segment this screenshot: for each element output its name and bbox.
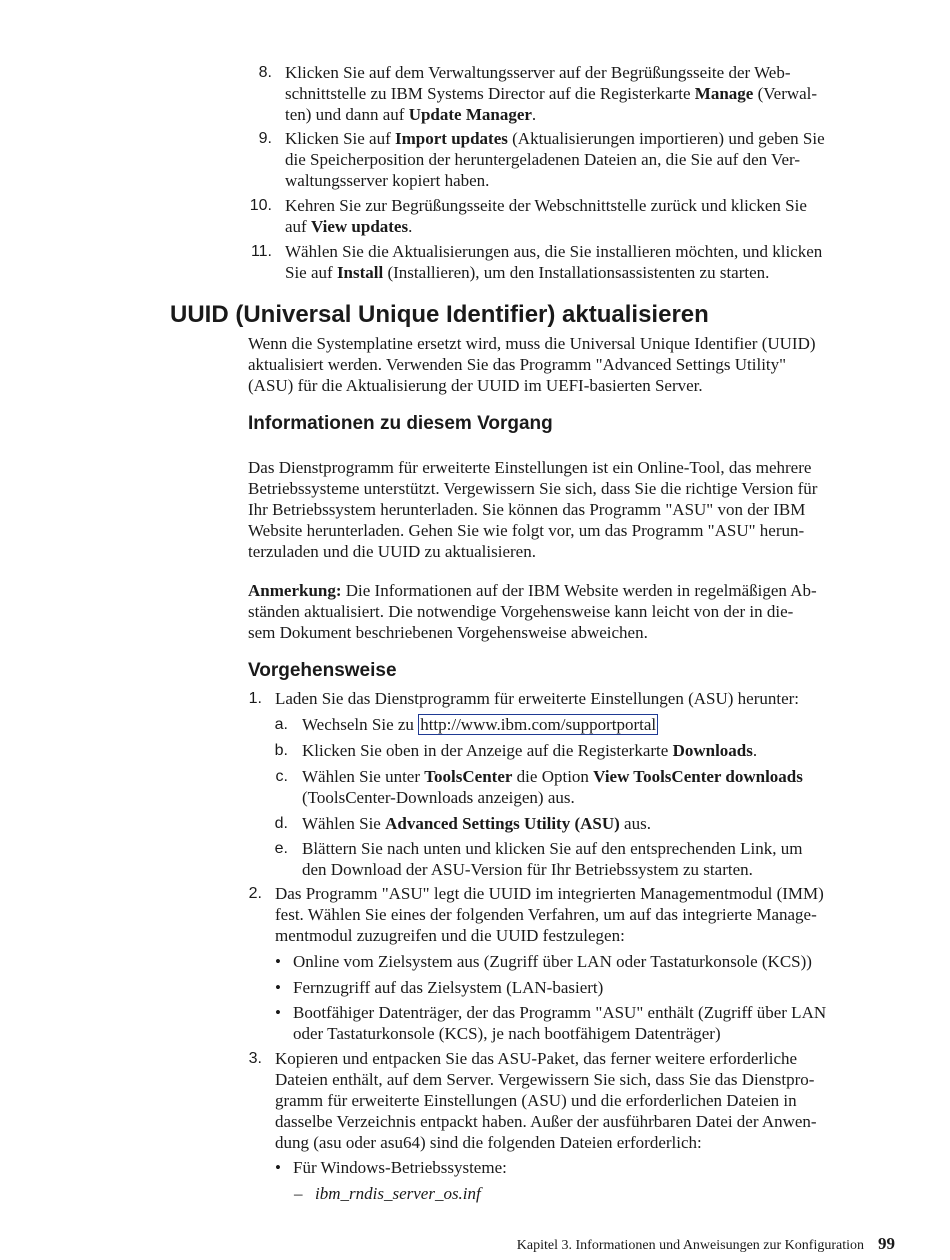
step-text: Kehren Sie zur Begrüßungsseite der Webschnittstelle zurück und klicken Sie auf View updates. xyxy=(285,196,807,236)
substep-text: Wählen Sie Advanced Settings Utility (ASU) aus. xyxy=(302,814,651,833)
about-paragraph: Das Dienstprogramm für erweiterte Einstellungen ist ein Online-Tool, das mehrere Betriebssysteme unterstützt. Vergewissern Sie sich, dass Sie die richtige Version für Ihr Betriebssystem herunterladen. Sie können das Programm "ASU" von der IBM Website herunterladen. Gehen Sie wie folgt vor, um das Programm "ASU" herun- terzuladen und die UUID zu aktualisieren. xyxy=(248,458,818,561)
step-text: Klicken Sie auf dem Verwaltungsserver auf der Begrüßungsseite der Web- schnittstelle zu IBM Systems Director auf die Registerkarte Manage (Verwal- ten) und dann auf Update Manager. xyxy=(285,63,818,124)
step-text: Kopieren und entpacken Sie das ASU-Paket, das ferner weitere erforderliche Dateien enthält, auf dem Server. Vergewissern Sie sich, dass Sie das Dienstpro- gramm für erweiterte Einstellungen (ASU) und die erforderlichen Dateien in dasselbe Verzeichnis entpackt haben. Außer der ausführbaren Datei der Anwen- dung (asu oder asu64) sind die folgenden Dateien erforderlich: xyxy=(275,1049,817,1152)
intro-paragraph: Wenn die Systemplatine ersetzt wird, muss die Universal Unique Identifier (UUID) aktualisiert werden. Verwenden Sie das Programm "Advanced Settings Utility" (ASU) für die Aktualisierung der UUID im UEFI-basierten Server. xyxy=(248,334,816,395)
step-number: 10. xyxy=(249,197,272,214)
section-title: UUID (Universal Unique Identifier) aktualisieren xyxy=(170,301,709,328)
step-text: Laden Sie das Dienstprogramm für erweiterte Einstellungen (ASU) herunter: xyxy=(275,689,800,708)
substep-letter: e. xyxy=(274,840,288,857)
step-text: Wählen Sie die Aktualisierungen aus, die Sie installieren möchten, und klicken Sie auf Install (Installieren), um den Installationsassistenten zu starten. xyxy=(285,242,823,282)
step-number: 9. xyxy=(258,130,272,147)
step-number: 8. xyxy=(258,64,272,81)
step-number: 11. xyxy=(250,243,272,260)
substep-text: Wechseln Sie zu http://www.ibm.com/supportportal xyxy=(302,715,657,734)
procedure-heading: Vorgehensweise xyxy=(248,660,397,681)
dash-item-text: ibm_rndis_server_os.inf xyxy=(315,1184,481,1203)
bullet-text: Online vom Zielsystem aus (Zugriff über LAN oder Tastaturkonsole (KCS)) xyxy=(293,952,812,971)
step-number: 3. xyxy=(248,1050,262,1067)
bullet-glyph: • xyxy=(275,978,281,997)
note-paragraph: Anmerkung: Die Informationen auf der IBM Website werden in regelmäßigen Ab- ständen aktualisiert. Die notwendige Vorgehensweise kann leicht von der in die- sem Dokument beschriebenen Vorgehensweise abweichen. xyxy=(248,581,817,642)
bullet-glyph: • xyxy=(275,952,281,971)
substep-text: Blättern Sie nach unten und klicken Sie auf den entsprechenden Link, um den Download der ASU-Version für Ihr Betriebssystem zu starten. xyxy=(302,839,803,879)
note-label: Anmerkung: xyxy=(248,581,342,600)
page-number: 99 xyxy=(878,1234,895,1253)
substep-letter: d. xyxy=(274,815,288,832)
substep-text: Wählen Sie unter ToolsCenter die Option View ToolsCenter downloads (ToolsCenter-Downloads anzeigen) aus. xyxy=(302,767,803,807)
substep-letter: c. xyxy=(275,768,288,785)
bullet-text: Fernzugriff auf das Zielsystem (LAN-basiert) xyxy=(293,978,604,997)
substep-text: Klicken Sie oben in der Anzeige auf die Registerkarte Downloads. xyxy=(302,741,758,760)
bullet-text: Für Windows-Betriebssysteme: xyxy=(293,1158,507,1177)
step-number: 1. xyxy=(248,690,262,707)
bullet-glyph: • xyxy=(275,1158,281,1177)
footer-chapter: Kapitel 3. Informationen und Anweisungen zur Konfiguration xyxy=(516,1238,864,1253)
step-text: Klicken Sie auf Import updates (Aktualisierungen importieren) und geben Sie die Speicherposition der heruntergeladenen Dateien an, die Sie auf den Ver- waltungsserver kopiert haben. xyxy=(285,129,825,190)
supportportal-link[interactable]: http://www.ibm.com/supportportal xyxy=(420,715,657,734)
page-footer xyxy=(517,1234,895,1256)
bullet-glyph: • xyxy=(275,1003,281,1022)
substep-letter: b. xyxy=(274,742,288,759)
bullet-text: Bootfähiger Datenträger, der das Programm "ASU" enthält (Zugriff über LAN oder Tastaturkonsole (KCS), je nach bootfähigem Datenträger) xyxy=(293,1003,827,1043)
about-heading: Informationen zu diesem Vorgang xyxy=(248,413,553,434)
substep-letter: a. xyxy=(274,716,288,733)
step-number: 2. xyxy=(248,885,262,902)
dash-glyph: – xyxy=(294,1184,303,1203)
step-text: Das Programm "ASU" legt die UUID im integrierten Managementmodul (IMM) fest. Wählen Sie eines der folgenden Verfahren, um auf das integrierte Manage- mentmodul zuzugreifen und die UUID festzulegen: xyxy=(275,884,824,945)
